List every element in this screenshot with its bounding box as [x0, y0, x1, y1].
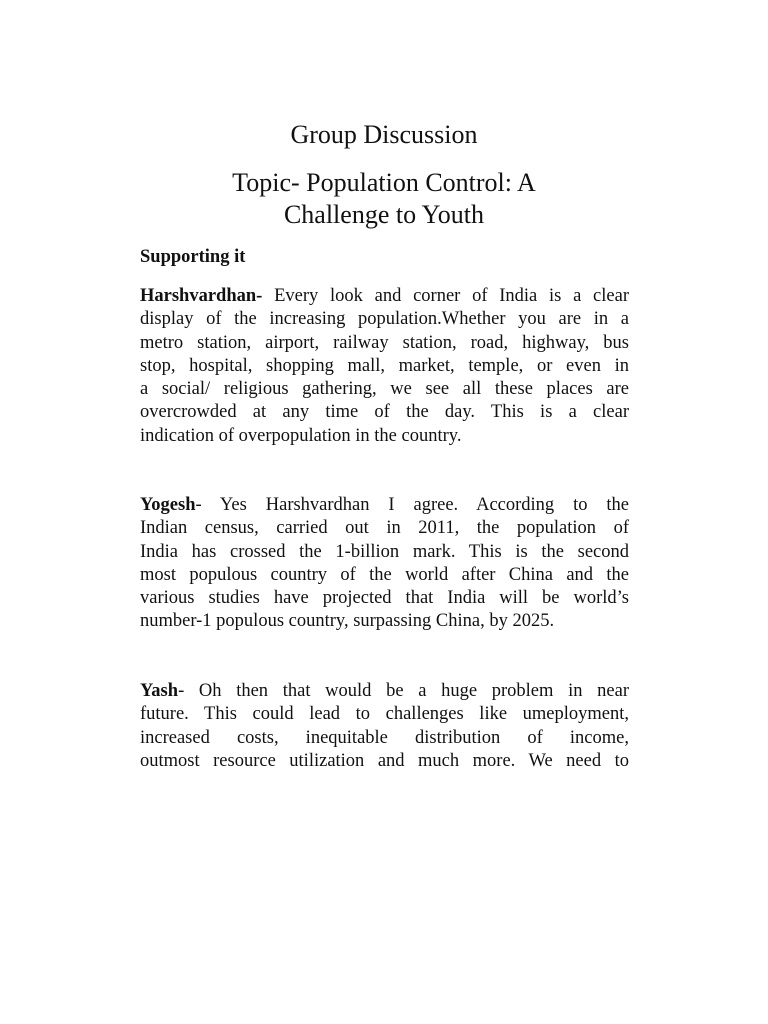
paragraph-line: metro station, airport, railway station, road, highway, bus — [140, 332, 629, 353]
paragraph-text: - Oh then that would be a huge problem in near — [178, 681, 629, 701]
topic-title — [0, 167, 768, 231]
paragraph-line: stop, hospital, shopping mall, market, temple, or even in — [140, 355, 629, 376]
paragraph-yogesh — [140, 494, 629, 634]
paragraph-line — [140, 285, 629, 308]
document-title: Group Discussion — [290, 120, 478, 149]
paragraph-line: overcrowded at any time of the day. This is a clear — [140, 402, 629, 423]
paragraph-line: number-1 populous country, surpassing China, by 2025. — [140, 611, 555, 632]
paragraph-line: indication of overpopulation in the country. — [140, 425, 462, 446]
paragraph-line: various studies have projected that India will be world’s — [140, 588, 629, 609]
paragraph-line — [140, 680, 629, 703]
paragraph-text: - Yes Harshvardhan I agree. According to the — [195, 495, 629, 515]
paragraph-line: outmost resource utilization and much more. We need to — [140, 750, 629, 771]
speaker-name: Yash — [140, 681, 179, 701]
speaker-name: Harshvardhan- — [140, 286, 263, 306]
paragraph-harshvardhan — [140, 285, 629, 448]
speaker-name: Yogesh — [140, 495, 196, 515]
paragraph-line: a social/ religious gathering, we see all these places are — [140, 379, 629, 400]
paragraph-line: Indian census, carried out in 2011, the population of — [140, 518, 629, 539]
paragraph-text: Every look and corner of India is a clear — [262, 286, 629, 306]
paragraph-line: future. This could lead to challenges like umeployment, — [140, 704, 629, 725]
paragraph-line: display of the increasing population.Whether you are in a — [140, 309, 629, 330]
paragraph-line: India has crossed the 1-billion mark. This is the second — [140, 541, 629, 562]
paragraph-line: most populous country of the world after China and the — [140, 564, 629, 585]
paragraph-line — [140, 494, 629, 517]
paragraph-yash — [140, 680, 629, 773]
topic-title-line-2: Challenge to Youth — [283, 200, 485, 229]
topic-title-line-1: Topic- Population Control: A — [232, 168, 536, 197]
section-heading: Supporting it — [140, 247, 246, 267]
paragraph-line: increased costs, inequitable distribution of income, — [140, 727, 629, 748]
